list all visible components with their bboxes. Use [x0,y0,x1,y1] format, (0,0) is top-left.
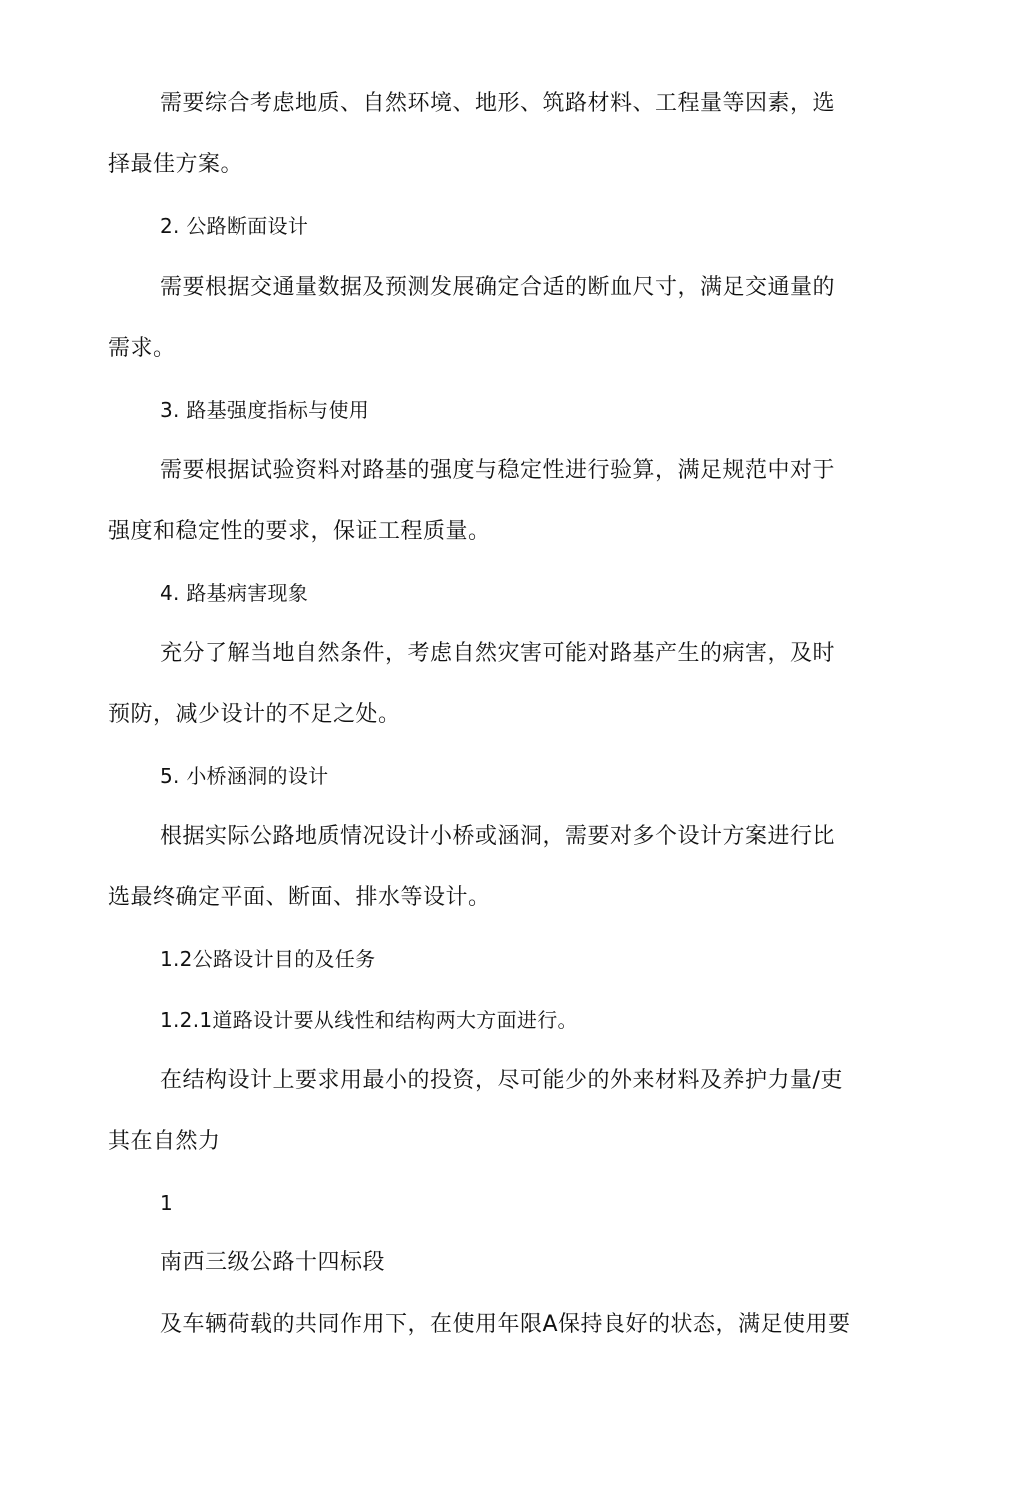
paragraph-line: 需要根据交通量数据及预测发展确定合适的断血尺寸，满足交通量的 [160,275,836,300]
paragraph-line: 预防，减少设计的不足之处。 [108,702,401,727]
section-heading: 3. 路基强度指标与使用 [160,398,370,422]
paragraph-line: 选最终确定平面、断面、排水等设计。 [108,885,491,910]
paragraph-line: 择最佳方案。 [108,152,244,177]
section-heading: 4. 路基病害现象 [160,581,309,605]
page-number: 1 [160,1191,174,1215]
paragraph-line: 其在自然力 [108,1129,221,1154]
paragraph-line: 根据实际公路地质情况设计小桥或涵洞，需要对多个设计方案进行比 [160,824,836,849]
subsection-heading: 1.2.1道路设计要从线性和结构两大方面进行。 [160,1008,578,1032]
running-header: 南西三级公路十四标段 [160,1250,386,1275]
section-heading: 2. 公路断面设计 [160,214,309,238]
paragraph-line: 需要根据试验资料对路基的强度与稳定性进行验算，满足规范中对于 [160,458,836,483]
paragraph-line: 强度和稳定性的要求，保证工程质量。 [108,519,491,544]
paragraph-line: 需求。 [108,336,176,361]
section-heading: 5. 小桥涵洞的设计 [160,764,329,788]
paragraph-line: 在结构设计上要求用最小的投资，尽可能少的外来材料及养护力量/吏 [160,1068,843,1093]
paragraph-line: 需要综合考虑地质、自然环境、地形、筑路材料、工程量等因素，选 [160,91,836,116]
paragraph-line: 充分了解当地自然条件，考虑自然灾害可能对路基产生的病害，及时 [160,641,836,666]
section-heading: 1.2公路设计目的及任务 [160,947,376,971]
paragraph-line: 及车辆荷载的共同作用下，在使用年限A保持良好的状态，满足使用要 [160,1312,851,1337]
